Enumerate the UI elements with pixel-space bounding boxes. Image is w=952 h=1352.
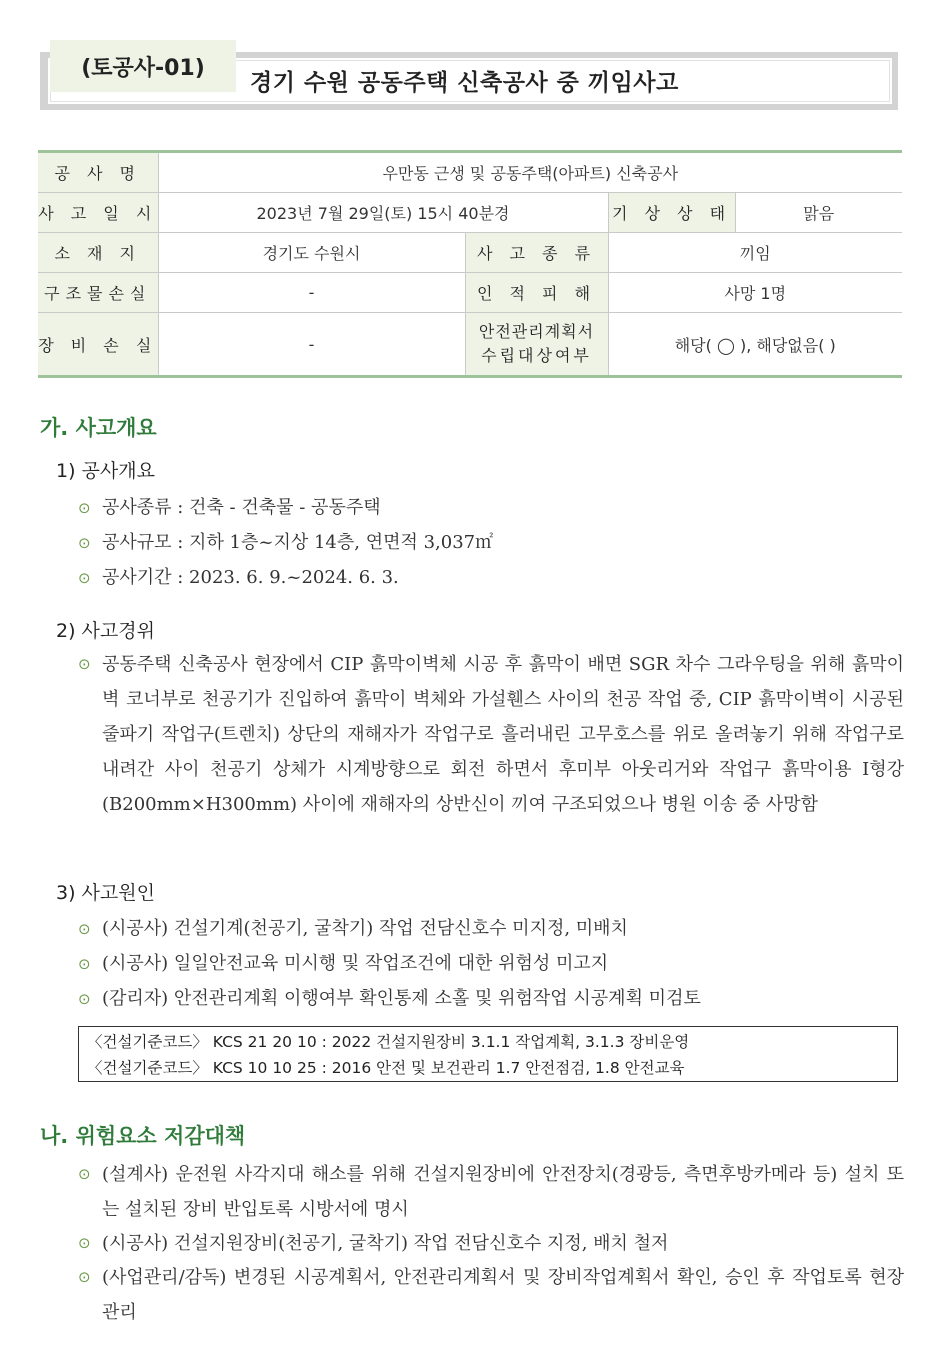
safety-plan-value: 해당( ◯ ), 해당없음( ) bbox=[608, 313, 902, 377]
accident-progress-paragraph: ⊙ 공동주택 신축공사 현장에서 CIP 흙막이벽체 시공 후 흙막이 배면 SGR 차수 그라우팅을 위해 흙막이벽 코너부로 천공기가 진입하여 흙막이 벽체와 가설휀스 사이의 천공 작업 중, CIP 흙막이벽이 시공된 줄파기 작업구(트렌치) 상단의 재해자가 작업구로 흘러내린 고무호스를 위로 올려놓기 위해 작업구로 내려간 사이 천공기 상체가 시계방향으로 회전 하면서 후미부 아웃리거와 작업구 흙막이용 I형강(B200mm×H300mm) 사이에 재해자의 상반신이 끼여 구조되었으나 병원 이송 중 사망함 bbox=[78, 647, 904, 822]
circle-dot-icon: ⊙ bbox=[78, 955, 91, 973]
list-item: ⊙ (설계사) 운전원 사각지대 해소를 위해 건설지원장비에 안전장치(경광등, 측면후방카메라 등) 설치 또는 설치된 장비 반입토록 시방서에 명시 bbox=[78, 1157, 904, 1227]
equipment-loss-value: - bbox=[158, 313, 465, 377]
list-item: ⊙ 공사종류 : 건축 - 건축물 - 공동주택 bbox=[78, 490, 381, 526]
structure-loss-label: 구조물손실 bbox=[38, 273, 158, 313]
cause-title: 3) 사고원인 bbox=[56, 882, 155, 904]
accident-type-label: 사 고 종 류 bbox=[465, 233, 608, 273]
circle-dot-icon: ⊙ bbox=[78, 499, 91, 517]
circle-dot-icon: ⊙ bbox=[78, 534, 91, 552]
circle-dot-icon: ⊙ bbox=[78, 1165, 91, 1183]
circle-dot-icon: ⊙ bbox=[78, 920, 91, 938]
table-row bbox=[38, 193, 902, 233]
code-line: 〈건설기준코드〉 KCS 10 10 25 : 2016 안전 및 보건관리 1.7 안전점검, 1.8 안전교육 bbox=[87, 1059, 685, 1077]
construction-code-box bbox=[78, 1026, 898, 1082]
table-row bbox=[38, 233, 902, 273]
progress-title: 2) 사고경위 bbox=[56, 620, 155, 642]
circle-dot-icon: ⊙ bbox=[78, 1268, 91, 1286]
circle-dot-icon: ⊙ bbox=[78, 569, 91, 587]
structure-loss-value: - bbox=[158, 273, 465, 313]
casualty-value: 사망 1명 bbox=[608, 273, 902, 313]
table-row bbox=[38, 152, 902, 193]
list-item: ⊙ (시공사) 일일안전교육 미시행 및 작업조건에 대한 위험성 미고지 bbox=[78, 946, 608, 982]
case-tag: (토공사-01) bbox=[50, 40, 236, 92]
safety-plan-label bbox=[465, 313, 608, 377]
equipment-loss-label: 장 비 손 실 bbox=[38, 313, 158, 377]
section-b-title: 나. 위험요소 저감대책 bbox=[40, 1124, 246, 1148]
table-row bbox=[38, 273, 902, 313]
accident-info-table bbox=[38, 150, 902, 378]
page-title: 경기 수원 공동주택 신축공사 중 끼임사고 bbox=[250, 70, 679, 96]
location-value: 경기도 수원시 bbox=[158, 233, 465, 273]
list-item: ⊙ 공사규모 : 지하 1층~지상 14층, 연면적 3,037㎡ bbox=[78, 525, 493, 561]
list-item: ⊙ (시공사) 건설기계(천공기, 굴착기) 작업 전담신호수 미지정, 미배치 bbox=[78, 911, 628, 947]
circle-dot-icon: ⊙ bbox=[78, 990, 91, 1008]
casualty-label: 인 적 피 해 bbox=[465, 273, 608, 313]
list-item: ⊙ (사업관리/감독) 변경된 시공계획서, 안전관리계획서 및 장비작업계획서 확인, 승인 후 작업토록 현장 관리 bbox=[78, 1260, 904, 1330]
overview-title: 1) 공사개요 bbox=[56, 460, 155, 482]
date-value: 2023년 7월 29일(토) 15시 40분경 bbox=[158, 193, 608, 233]
project-name-value: 우만동 근생 및 공동주택(아파트) 신축공사 bbox=[158, 152, 902, 193]
location-label: 소 재 지 bbox=[38, 233, 158, 273]
accident-type-value: 끼임 bbox=[608, 233, 902, 273]
date-label: 사 고 일 시 bbox=[38, 193, 158, 233]
safety-plan-label-line2: 수립대상여부 bbox=[481, 346, 592, 365]
circle-dot-icon: ⊙ bbox=[78, 1234, 91, 1252]
list-item: ⊙ (시공사) 건설지원장비(천공기, 굴착기) 작업 전담신호수 지정, 배치 철저 bbox=[78, 1226, 904, 1261]
safety-plan-label-line1: 안전관리계획서 bbox=[478, 322, 595, 341]
weather-value: 맑음 bbox=[735, 193, 902, 233]
circle-dot-icon: ⊙ bbox=[78, 655, 91, 673]
project-name-label: 공 사 명 bbox=[38, 152, 158, 193]
code-line: 〈건설기준코드〉 KCS 21 20 10 : 2022 건설지원장비 3.1.1 작업계획, 3.1.3 장비운영 bbox=[87, 1033, 690, 1051]
section-a-title: 가. 사고개요 bbox=[40, 416, 157, 440]
weather-label: 기 상 상 태 bbox=[608, 193, 735, 233]
list-item: ⊙ (감리자) 안전관리계획 이행여부 확인통제 소홀 및 위험작업 시공계획 미검토 bbox=[78, 981, 701, 1017]
table-row bbox=[38, 313, 902, 377]
list-item: ⊙ 공사기간 : 2023. 6. 9.~2024. 6. 3. bbox=[78, 560, 399, 596]
